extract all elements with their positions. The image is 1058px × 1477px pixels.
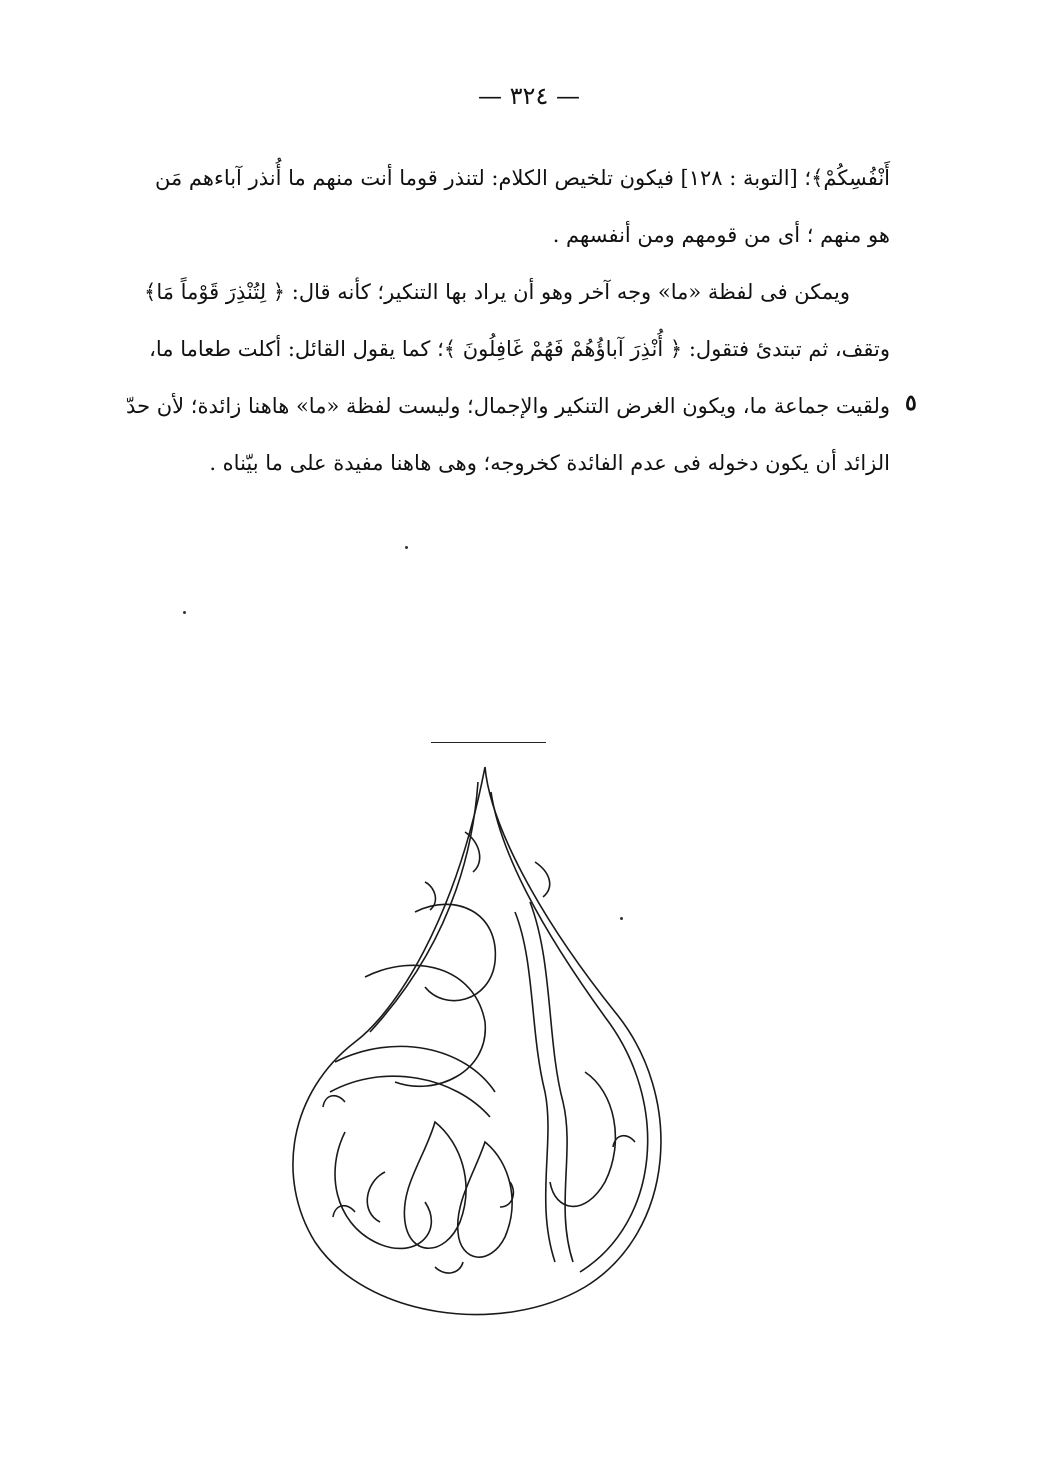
print-speck: [183, 611, 186, 614]
paragraph-1: [154, 150, 890, 264]
teardrop-outline: [293, 767, 661, 1315]
text-line: الزائد أن يكون دخوله فى عدم الفائدة كخروجه؛ وهى هاهنا مفيدة على ما بيّناه .: [209, 451, 890, 475]
print-speck: [405, 546, 408, 549]
text-line: هو منهم ؛ أى من قومهم ومن أنفسهم .: [552, 223, 890, 247]
footnote-divider: [431, 742, 546, 743]
text-line: ويمكن فى لفظة «ما» وجه آخر وهو أن يراد بها التنكير؛ كأنه قال: ﴿ لِتُنْذِرَ قَوْماً مَا﴾: [144, 280, 850, 304]
line-number-marker: ٥: [905, 390, 917, 416]
calligraphy-teardrop-ornament-icon: [285, 762, 725, 1322]
text-line: وتقف، ثم تبتدئ فتقول: ﴿ أُنْذِرَ آباؤُهُمْ فَهُمْ غَافِلُونَ ﴾؛ كما يقول القائل: أكلت طعاما ما،: [149, 337, 890, 361]
print-speck: [620, 917, 623, 920]
text-line: أَنْفُسِكُمْ﴾؛ [التوبة : ١٢٨] فيكون تلخيص الكلام: لتنذر قوما أنت منهم ما أُنذر آباءهم مَن: [154, 166, 890, 190]
page-number: — ٣٢٤ —: [478, 82, 580, 110]
body-text: [126, 150, 890, 492]
text-line: ولقيت جماعة ما، ويكون الغرض التنكير والإجمال؛ وليست لفظة «ما» هاهنا زائدة؛ لأن حدّ: [126, 394, 890, 418]
paragraph-2: [126, 264, 890, 492]
